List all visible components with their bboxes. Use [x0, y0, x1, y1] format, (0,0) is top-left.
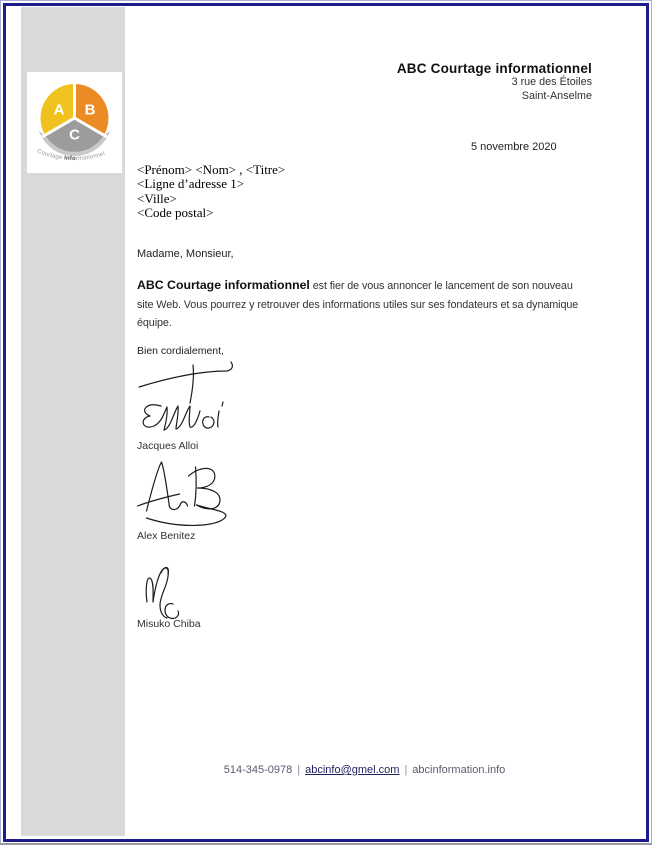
- company-logo: [27, 72, 122, 173]
- svg-text:C: C: [69, 126, 80, 144]
- footer-phone: 514-345-0978: [223, 764, 293, 776]
- body-line-1-rest: est fier de vous annoncer le lancement de son nouveau: [309, 280, 573, 292]
- svg-text:A: A: [53, 101, 65, 119]
- recipient-city: <Ville>: [137, 190, 177, 206]
- company-header: [397, 61, 592, 103]
- recipient-name-title: <Prénom> <Nom> , <Titre>: [137, 162, 286, 177]
- closing: Bien cordialement,: [137, 345, 224, 357]
- footer-separator: |: [404, 764, 408, 776]
- company-name: ABC Courtage informationnel: [396, 61, 592, 76]
- body-line-3: équipe.: [137, 317, 172, 329]
- company-city: Saint-Anselme: [521, 89, 592, 102]
- footer-email-link[interactable]: abcinfo@gmel.com: [305, 764, 400, 776]
- signatory-name: Alex Benitez: [137, 530, 196, 542]
- svg-text:B: B: [84, 101, 96, 119]
- logo-caption: Courtage Informationnel: [36, 148, 106, 163]
- recipient-block: [137, 163, 285, 220]
- footer-website: abcinformation.info: [412, 764, 506, 776]
- letter-date: 5 novembre 2020: [471, 141, 557, 153]
- salutation: Madame, Monsieur,: [137, 248, 234, 260]
- signatory-name: Jacques Alloi: [137, 440, 199, 452]
- recipient-postal-code: <Code postal>: [137, 204, 214, 220]
- footer-separator: |: [297, 764, 301, 776]
- signature-jacques-alloi-icon: [133, 356, 253, 438]
- signature-alex-benitez-icon: [133, 455, 248, 533]
- abc-pie-logo-icon: [27, 72, 122, 173]
- signature-misuko-chiba-icon: [140, 562, 192, 624]
- body-bold-lead: ABC Courtage informationnel: [137, 278, 310, 292]
- body-line-1: [137, 276, 607, 296]
- letter-footer: [137, 764, 592, 776]
- company-address-line: 3 rue des Étoiles: [511, 76, 592, 88]
- recipient-address: <Ligne d’adresse 1>: [137, 176, 245, 192]
- signatory-name: Misuko Chiba: [137, 618, 201, 630]
- body-line-2: site Web. Vous pourrez y retrouver des informations utiles sur ses fondateurs et sa dynamique: [137, 298, 579, 311]
- letter-body: [137, 276, 607, 333]
